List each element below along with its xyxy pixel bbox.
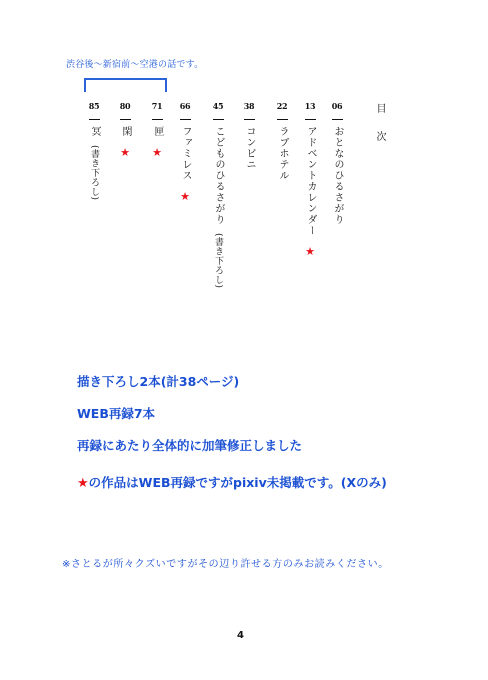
toc-title: おとなのひるさがり <box>332 126 343 225</box>
top-note: 渋谷後〜新宿前〜空港の話です。 <box>66 60 204 70</box>
bracket-marker <box>84 78 167 92</box>
toc-entry <box>87 101 101 201</box>
info-line-1: 描き下ろし2本(計38ページ) <box>77 374 240 389</box>
info-line-4-text: の作品はWEB再録ですがpixiv未掲載です。(Xのみ) <box>88 475 387 490</box>
toc-title: 閑 <box>120 126 131 137</box>
star-icon: ★ <box>152 146 162 159</box>
toc-title: こどものひるさがり <box>213 126 224 225</box>
toc-page-number: 38 <box>243 101 255 111</box>
toc-entry <box>242 101 256 170</box>
toc-title: 匣 <box>152 126 163 137</box>
footnote: ※さとるが所々クズいですがその辺り許せる方のみお読みください。 <box>62 559 389 570</box>
star-icon: ★ <box>305 245 315 258</box>
toc-page-number: 13 <box>304 101 316 111</box>
toc-title: 冥 <box>89 126 100 137</box>
toc-page-number: 71 <box>151 101 163 111</box>
toc-entry <box>303 101 317 258</box>
toc-page-number: 22 <box>276 101 288 111</box>
page-number: 4 <box>237 630 244 641</box>
info-line-2: WEB再録7本 <box>77 406 156 421</box>
toc-page-number: 80 <box>119 101 131 111</box>
toc-title: ファミレス <box>180 126 191 181</box>
toc-subtitle: (書き下ろし) <box>89 145 99 201</box>
toc-title: ラブホテル <box>277 126 288 181</box>
toc-dash <box>213 119 224 120</box>
toc-page-number: 66 <box>179 101 191 111</box>
toc-entry <box>275 101 289 181</box>
info-line-4 <box>77 473 387 491</box>
toc-dash <box>305 119 316 120</box>
toc-title: アドベントカレンダー <box>305 126 316 236</box>
info-line-3: 再録にあたり全体的に加筆修正しました <box>77 438 303 453</box>
toc-entry <box>330 101 344 225</box>
star-icon: ★ <box>77 476 89 491</box>
toc-title: コンビニ <box>244 126 255 170</box>
toc-dash <box>244 119 255 120</box>
toc-entry <box>211 101 225 289</box>
toc-dash <box>89 119 100 120</box>
toc-entry <box>150 101 164 159</box>
toc-entry <box>118 101 132 159</box>
toc-dash <box>277 119 288 120</box>
toc-page-number: 45 <box>212 101 224 111</box>
toc-page-number: 06 <box>331 101 343 111</box>
star-icon: ★ <box>180 190 190 203</box>
toc-subtitle: (書き下ろし) <box>213 233 223 289</box>
toc-dash <box>120 119 131 120</box>
star-icon: ★ <box>120 146 130 159</box>
toc-dash <box>332 119 343 120</box>
toc-dash <box>152 119 163 120</box>
toc-heading: 目次 <box>374 103 385 159</box>
toc-page-number: 85 <box>88 101 100 111</box>
toc-entry <box>178 101 192 203</box>
toc-dash <box>180 119 191 120</box>
